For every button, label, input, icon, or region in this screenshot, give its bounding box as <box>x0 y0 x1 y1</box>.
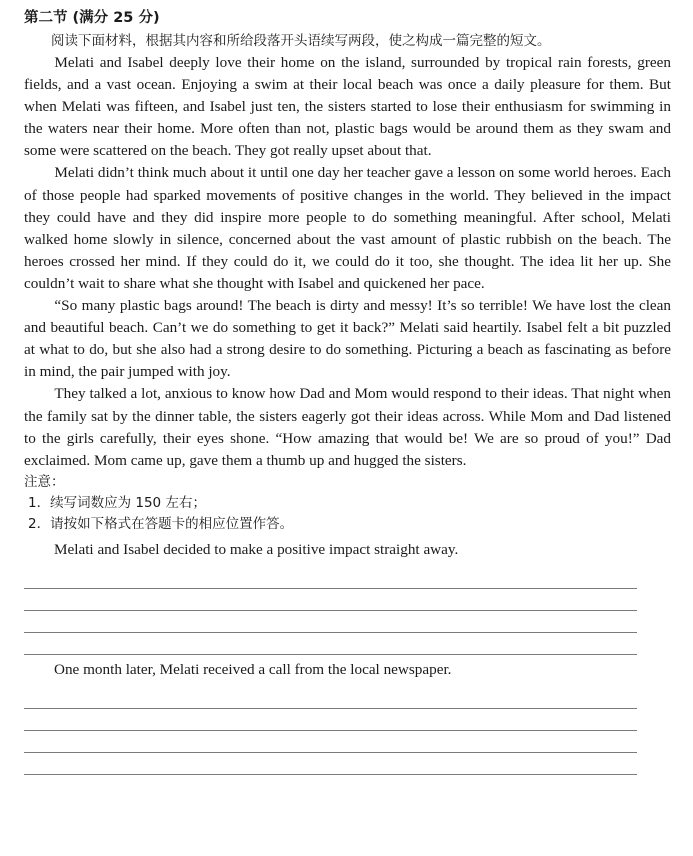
note-item-1: 1．续写词数应为 150 左右； <box>28 494 206 511</box>
answer-line[interactable] <box>24 731 637 753</box>
instruction-text: 阅读下面材料，根据其内容和所给段落开头语续写两段，使之构成一篇完整的短文。 <box>51 33 551 49</box>
answer-line[interactable] <box>24 633 637 655</box>
passage-paragraph-2: Melati didn’t think much about it until one day her teacher gave a lesson on some world heroes. Each of those people had sparked movements of positive changes in the world. They believed in the impact they could have and they did inspire more people to do something meaningful. After school, Melati walked home slowly in silence, concerned about the vast amount of plastic rubbish on the beach. The heroes crossed her mind. If they could do it, we could do it too, she thought. The idea lit her up. She couldn’t wait to share what she thought with Isabel and quickened her pace. <box>24 164 671 292</box>
notes-section <box>24 472 671 535</box>
passage-paragraph-4: They talked a lot, anxious to know how Dad and Mom would respond to their ideas. That night when the family sat by the dinner table, the sisters eagerly got their ideas across. While Mom and Dad listened to the girls carefully, their eyes shone. “How amazing that would be! We are so proud of you!” Dad exclaimed. Mom came up, gave them a thumb up and hugged the sisters. <box>24 385 671 469</box>
section-title: 第二节 (满分 25 分) <box>24 10 160 26</box>
passage-paragraph-3: “So many plastic bags around! The beach is dirty and messy! It’s so terrible! We have lost the clean and beautiful beach. Can’t we do something to get it back?” Melati said heartily. Isabel felt a bit puzzled at what to do, but she also had a strong desire to do something. Picturing a beach as fascinating as before in mind, the pair jumped with joy. <box>24 297 671 381</box>
answer-line[interactable] <box>24 709 637 731</box>
notes-heading: 注意： <box>24 473 65 490</box>
paragraph-starter-1: Melati and Isabel decided to make a positive impact straight away. <box>54 540 459 558</box>
note-item-2: 2．请按如下格式在答题卡的相应位置作答。 <box>28 515 294 532</box>
paragraph-starter-2: One month later, Melati received a call from the local newspaper. <box>54 660 452 678</box>
passage-paragraph-1: Melati and Isabel deeply love their home on the island, surrounded by tropical rain forests, green fields, and a vast ocean. Enjoying a swim at their local beach was once a daily pleasure for them. But when Melati was fifteen, and Isabel just ten, the sisters started to lose their enthusiasm for swimming in the waters near their home. More often than not, plastic bags would be around them as they swam and some were scattered on the beach. They got really upset about that. <box>24 54 671 160</box>
answer-lines-1[interactable] <box>24 567 671 655</box>
answer-line[interactable] <box>24 611 637 633</box>
answer-line[interactable] <box>24 567 637 589</box>
answer-line[interactable] <box>24 687 637 709</box>
answer-line[interactable] <box>24 753 637 775</box>
answer-lines-2[interactable] <box>24 687 671 775</box>
answer-line[interactable] <box>24 589 637 611</box>
reading-passage <box>24 52 671 472</box>
